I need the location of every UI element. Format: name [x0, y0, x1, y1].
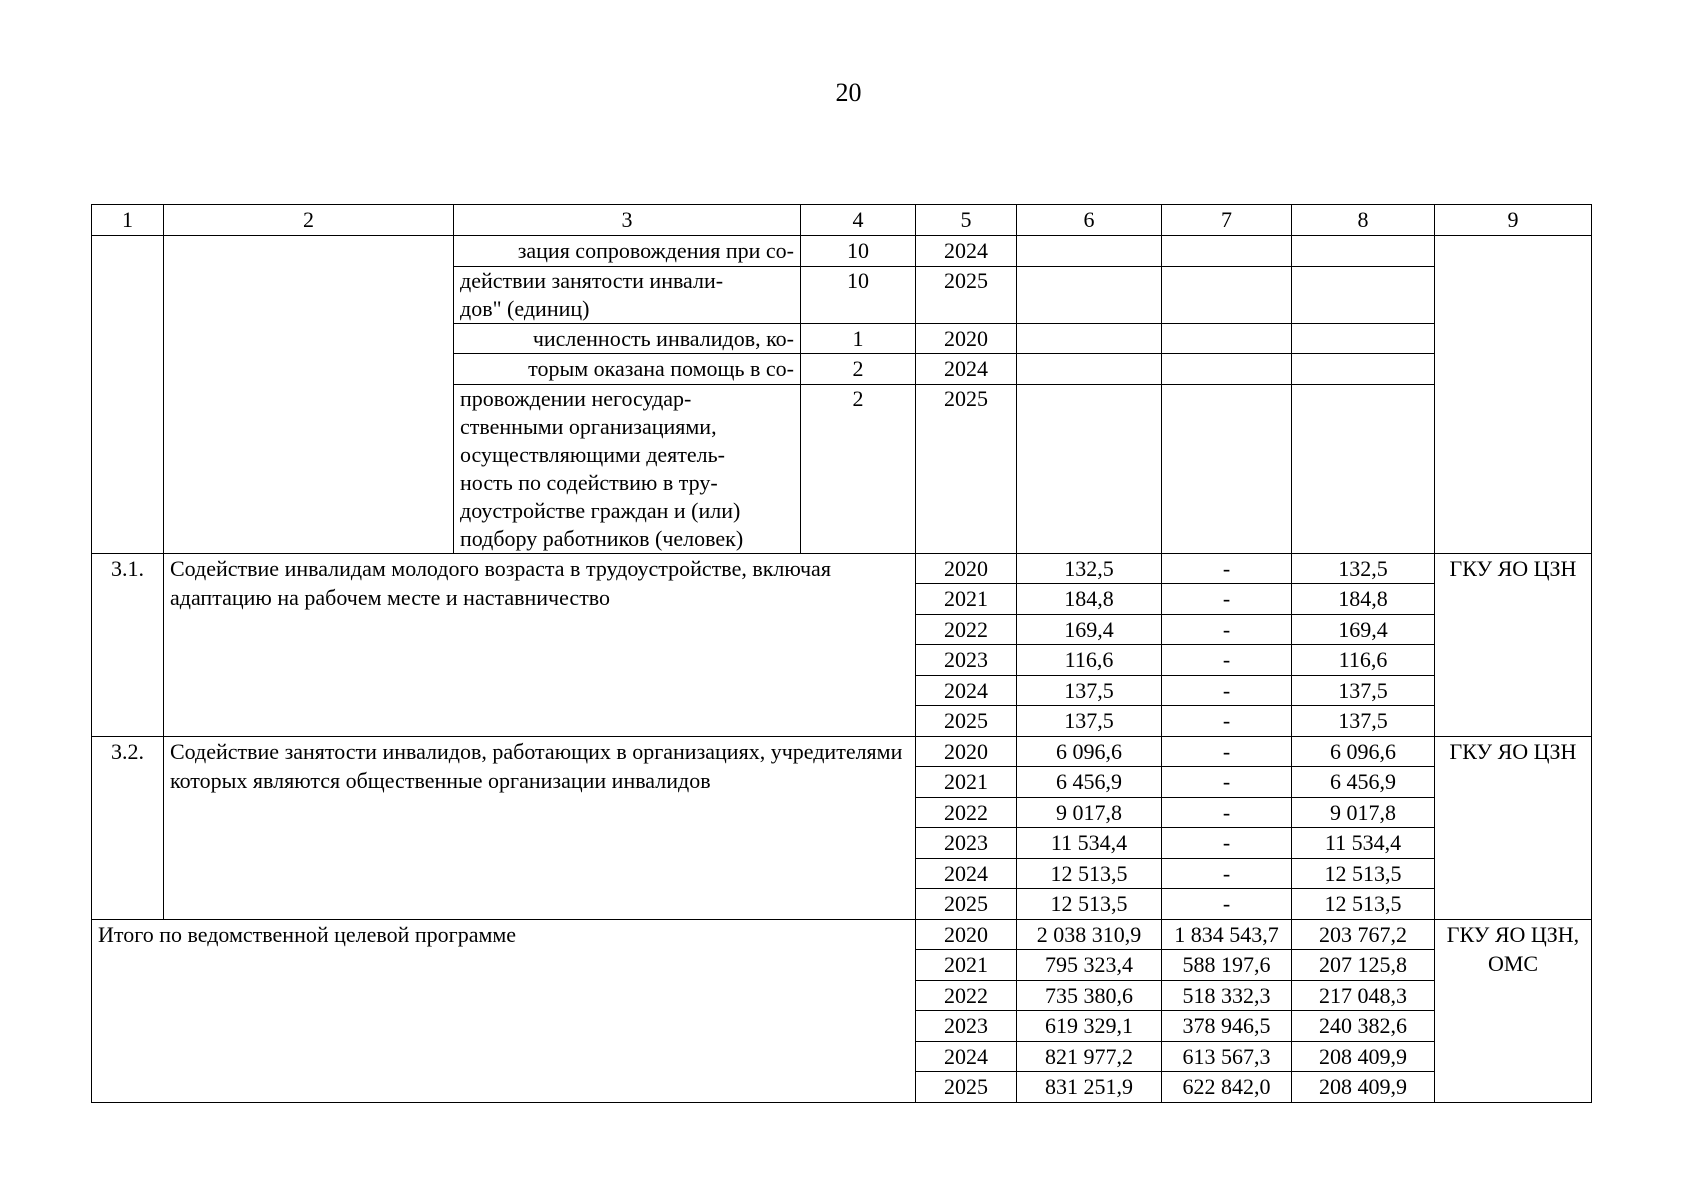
amount-total: 735 380,6 [1017, 980, 1162, 1011]
empty-cell [1162, 384, 1292, 553]
amount-total: 795 323,4 [1017, 950, 1162, 981]
amount-col8: 137,5 [1292, 706, 1435, 737]
amount-col7: - [1162, 767, 1292, 798]
executor-cell: ГКУ ЯО ЦЗН [1435, 736, 1592, 919]
year-cell: 2023 [916, 1011, 1017, 1042]
empty-cell [1017, 384, 1162, 553]
year-cell: 2022 [916, 980, 1017, 1011]
amount-col7: 622 842,0 [1162, 1072, 1292, 1103]
year-cell: 2025 [916, 1072, 1017, 1103]
amount-total: 12 513,5 [1017, 889, 1162, 920]
amount-col8: 217 048,3 [1292, 980, 1435, 1011]
year-cell: 2020 [916, 553, 1017, 584]
indicator-text: зация сопровождения при со- [454, 236, 801, 267]
amount-col7: 518 332,3 [1162, 980, 1292, 1011]
table-row [92, 919, 1592, 950]
amount-col7: - [1162, 553, 1292, 584]
executor-cell: ГКУ ЯО ЦЗН, ОМС [1435, 919, 1592, 1102]
amount-col8: 132,5 [1292, 553, 1435, 584]
program-table [91, 204, 1592, 1103]
year-cell: 2025 [916, 384, 1017, 553]
amount-col8: 12 513,5 [1292, 889, 1435, 920]
header-cell: 4 [801, 205, 916, 236]
amount-col7: - [1162, 828, 1292, 859]
amount-col8: 169,4 [1292, 614, 1435, 645]
amount-total: 821 977,2 [1017, 1041, 1162, 1072]
empty-cell [1017, 236, 1162, 267]
empty-cell [1017, 354, 1162, 385]
amount-col7: 1 834 543,7 [1162, 919, 1292, 950]
amount-col7: 588 197,6 [1162, 950, 1292, 981]
amount-col8: 203 767,2 [1292, 919, 1435, 950]
amount-col7: - [1162, 675, 1292, 706]
amount-col8: 116,6 [1292, 645, 1435, 676]
executor-cell: ГКУ ЯО ЦЗН [1435, 553, 1592, 736]
amount-col8: 6 456,9 [1292, 767, 1435, 798]
header-cell: 9 [1435, 205, 1592, 236]
year-cell: 2025 [916, 706, 1017, 737]
amount-col8: 208 409,9 [1292, 1072, 1435, 1103]
indicator-text-line: действии занятости инвали- [460, 267, 724, 293]
amount-total: 184,8 [1017, 584, 1162, 615]
amount-total: 9 017,8 [1017, 797, 1162, 828]
indicator-value: 10 [801, 266, 916, 323]
year-cell: 2025 [916, 266, 1017, 323]
header-cell: 8 [1292, 205, 1435, 236]
amount-col7: - [1162, 584, 1292, 615]
year-cell: 2020 [916, 323, 1017, 354]
year-cell: 2024 [916, 1041, 1017, 1072]
empty-cell [1292, 354, 1435, 385]
amount-total: 831 251,9 [1017, 1072, 1162, 1103]
amount-total: 116,6 [1017, 645, 1162, 676]
empty-cell [1292, 384, 1435, 553]
year-cell: 2021 [916, 584, 1017, 615]
item-number: 3.2. [92, 736, 164, 919]
empty-cell [1162, 323, 1292, 354]
indicator-text: торым оказана помощь в со- [454, 354, 801, 385]
empty-cell [1292, 323, 1435, 354]
amount-col7: - [1162, 797, 1292, 828]
amount-col8: 240 382,6 [1292, 1011, 1435, 1042]
amount-col7: - [1162, 614, 1292, 645]
year-cell: 2022 [916, 797, 1017, 828]
amount-col8: 208 409,9 [1292, 1041, 1435, 1072]
header-cell: 3 [454, 205, 801, 236]
page-number: 20 [835, 78, 862, 107]
item-title: Содействие занятости инвалидов, работающих в организациях, учредителями которых являются общественные организации инвалидов [164, 736, 916, 919]
amount-col7: 613 567,3 [1162, 1041, 1292, 1072]
indicator-text-line: дов" (единиц) [460, 295, 590, 321]
empty-cell [1292, 236, 1435, 267]
empty-cell [92, 236, 164, 554]
amount-col8: 9 017,8 [1292, 797, 1435, 828]
amount-col8: 207 125,8 [1292, 950, 1435, 981]
empty-cell [1017, 323, 1162, 354]
year-cell: 2021 [916, 950, 1017, 981]
header-cell: 1 [92, 205, 164, 236]
year-cell: 2022 [916, 614, 1017, 645]
amount-col8: 184,8 [1292, 584, 1435, 615]
amount-col8: 137,5 [1292, 675, 1435, 706]
header-cell: 6 [1017, 205, 1162, 236]
header-cell: 7 [1162, 205, 1292, 236]
amount-col7: - [1162, 858, 1292, 889]
amount-total: 137,5 [1017, 706, 1162, 737]
empty-cell [1435, 236, 1592, 554]
table-row [92, 736, 1592, 767]
amount-total: 2 038 310,9 [1017, 919, 1162, 950]
total-title: Итого по ведомственной целевой программе [92, 919, 916, 1102]
indicator-value: 2 [801, 354, 916, 385]
amount-col7: - [1162, 706, 1292, 737]
amount-total: 169,4 [1017, 614, 1162, 645]
amount-col7: - [1162, 736, 1292, 767]
empty-cell [164, 236, 454, 554]
year-cell: 2020 [916, 736, 1017, 767]
year-cell: 2024 [916, 675, 1017, 706]
year-cell: 2025 [916, 889, 1017, 920]
indicator-value: 10 [801, 236, 916, 267]
header-row [92, 205, 1592, 236]
table-row [92, 236, 1592, 267]
year-cell: 2024 [916, 236, 1017, 267]
amount-col7: - [1162, 889, 1292, 920]
table-row [92, 553, 1592, 584]
indicator-text: численность инвалидов, ко- [454, 323, 801, 354]
empty-cell [1162, 354, 1292, 385]
empty-cell [1162, 266, 1292, 323]
year-cell: 2021 [916, 767, 1017, 798]
item-number: 3.1. [92, 553, 164, 736]
amount-total: 12 513,5 [1017, 858, 1162, 889]
indicator-value: 1 [801, 323, 916, 354]
header-cell: 5 [916, 205, 1017, 236]
year-cell: 2023 [916, 645, 1017, 676]
amount-col8: 6 096,6 [1292, 736, 1435, 767]
item-title: Содействие инвалидам молодого возраста в трудоустройстве, включая адаптацию на рабочем месте и наставничество [164, 553, 916, 736]
amount-total: 137,5 [1017, 675, 1162, 706]
amount-total: 11 534,4 [1017, 828, 1162, 859]
amount-total: 6 456,9 [1017, 767, 1162, 798]
amount-col8: 12 513,5 [1292, 858, 1435, 889]
amount-col7: 378 946,5 [1162, 1011, 1292, 1042]
amount-total: 6 096,6 [1017, 736, 1162, 767]
empty-cell [1017, 266, 1162, 323]
empty-cell [1292, 266, 1435, 323]
amount-total: 132,5 [1017, 553, 1162, 584]
year-cell: 2024 [916, 858, 1017, 889]
year-cell: 2020 [916, 919, 1017, 950]
empty-cell [1162, 236, 1292, 267]
amount-col7: - [1162, 645, 1292, 676]
indicator-text: провождении негосудар-ственными организациями, осуществляющими деятель-ность по содействию в тру-доустройстве граждан и (или) подбору работников (человек) [454, 384, 801, 553]
amount-col8: 11 534,4 [1292, 828, 1435, 859]
year-cell: 2023 [916, 828, 1017, 859]
year-cell: 2024 [916, 354, 1017, 385]
amount-total: 619 329,1 [1017, 1011, 1162, 1042]
indicator-text [454, 266, 801, 323]
indicator-value: 2 [801, 384, 916, 553]
header-cell: 2 [164, 205, 454, 236]
